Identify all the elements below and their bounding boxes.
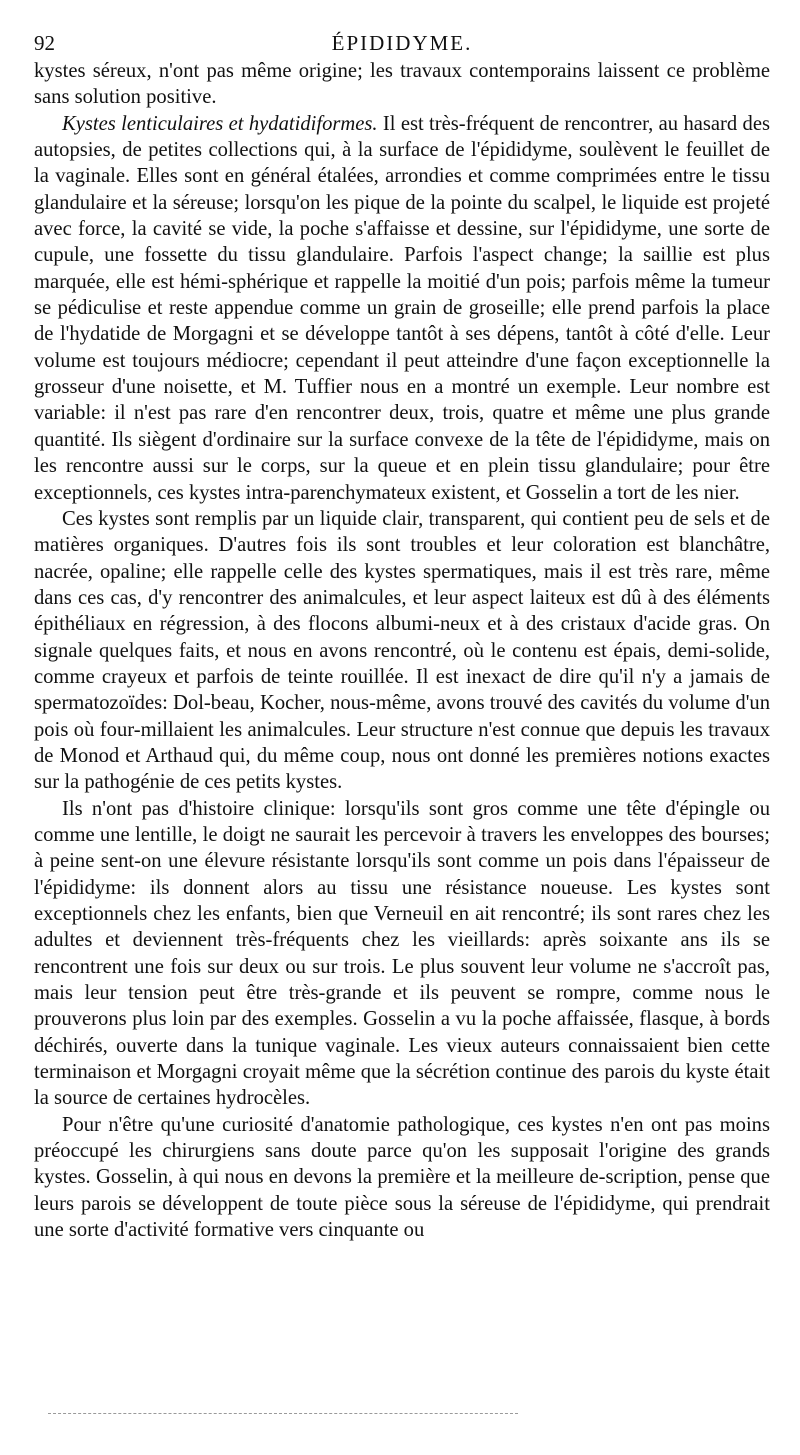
section-lead-italic: Kystes lenticulaires et hydatidiformes. — [62, 112, 378, 135]
footer-divider — [48, 1413, 518, 1414]
paragraph-text: Il est très-fréquent de rencontrer, au hasard des autopsies, de petites collections qui, à la surface de l'épididyme, soulèvent le feuillet de la vaginale. Elles sont en général étalées, arrondies et comme comprimées entre le tissu glandulaire et la séreuse; lorsqu'on les pique de la pointe du scalpel, le liquide est projeté avec force, la cavité se vide, la poche s'affaisse et dessine, sur l'épididyme, une sorte de cupule, une fossette du tissu glandulaire. Parfois l'aspect change; la saillie est plus marquée, elle est hémi-sphérique et rappelle la moitié d'un pois; parfois même la tumeur se pédiculise et reste appendue comme un grain de groseille; elle prend parfois la place de l'hydatide de Morgagni et se développe tantôt à ses dépens, tantôt à côté d'elle. Leur volume est toujours médiocre; cependant il peut atteindre d'une façon exceptionnelle la grosseur d'une noisette, et M. Tuffier nous en a montré un exemple. Leur nombre est variable: il n'est pas rare d'en rencontrer deux, trois, quatre et même une plus grande quantité. Ils siègent d'ordinaire sur la surface convexe de la tête de l'épididyme, mais on les rencontre aussi sur le corps, sur la queue et en plein tissu glandulaire; pour être exceptionnels, ces kystes intra-parenchymateux existent, et Gosselin a tort de les nier. — [34, 112, 770, 504]
page-number: 92 — [34, 31, 55, 55]
body-text — [34, 58, 770, 1243]
running-title: ÉPIDIDYME. — [331, 31, 473, 55]
paragraph-text: Pour n'être qu'une curiosité d'anatomie pathologique, ces kystes n'en ont pas moins préoccupé les chirurgiens sans doute parce qu'on les supposait l'origine des grands kystes. Gosselin, à qui nous en devons la première et la meilleure de-scription, pense que leurs parois se développent de toute pièce sous la séreuse de l'épididyme, qui prendrait une sorte d'activité formative vers cinquante ou — [34, 1113, 770, 1242]
paragraph-kystes-lenticulaires — [34, 111, 770, 506]
paragraph-histoire-clinique — [34, 796, 770, 1112]
page-header — [34, 28, 770, 58]
page — [34, 28, 770, 1243]
paragraph-continuation — [34, 58, 770, 111]
paragraph-text: Ces kystes sont remplis par un liquide clair, transparent, qui contient peu de sels et de matières organiques. D'autres fois ils sont troubles et leur coloration est blanchâtre, nacrée, opaline; elle rappelle celle des kystes spermatiques, mais il est très rare, même dans ces cas, d'y rencontrer des animalcules, et leur aspect laiteux est dû à des éléments épithéliaux en régression, à des flocons albumi-neux et à des cristaux d'acide gras. On signale quelques faits, et nous en avons rencontré, où le contenu est épais, demi-solide, comme crayeux et parfois de teinte rouillée. Il est inexact de dire qu'il n'y a jamais de spermatozoïdes: Dol-beau, Kocher, nous-même, avons trouvé des cavités du volume d'un pois où four-millaient les animalcules. Leur structure n'est connue que depuis les travaux de Monod et Arthaud qui, du même coup, nous ont donné les premières notions exactes sur la pathogénie de ces petits kystes. — [34, 507, 770, 794]
paragraph-pathogenie — [34, 1112, 770, 1244]
paragraph-text: Ils n'ont pas d'histoire clinique: lorsqu'ils sont gros comme une tête d'épingle ou comme une lentille, le doigt ne saurait les percevoir à travers les enveloppes des bourses; à peine sent-on une élevure résistante lorsqu'ils sont comme un pois dans l'épaisseur de l'épididyme: ils donnent alors au tissu une résistance noueuse. Les kystes sont exceptionnels chez les enfants, bien que Verneuil en ait rencontré; ils sont rares chez les adultes et deviennent très-fréquents chez les vieillards: après soixante ans ils se rencontrent une fois sur deux ou sur trois. Le plus souvent leur volume ne s'accroît pas, mais leur tension peut être très-grande et ils peuvent se rompre, comme nous le prouverons plus loin par des exemples. Gosselin a vu la poche affaissée, flasque, à bords déchirés, ouverte dans la tunique vaginale. Les vieux auteurs connaissaient bien cette terminaison et Morgagni croyait même que la sécrétion continue des parois du kyste était la source de certaines hydrocèles. — [34, 797, 770, 1110]
paragraph-contenu — [34, 506, 770, 796]
paragraph-text: kystes séreux, n'ont pas même origine; les travaux contemporains laissent ce problème sans solution positive. — [34, 60, 770, 109]
